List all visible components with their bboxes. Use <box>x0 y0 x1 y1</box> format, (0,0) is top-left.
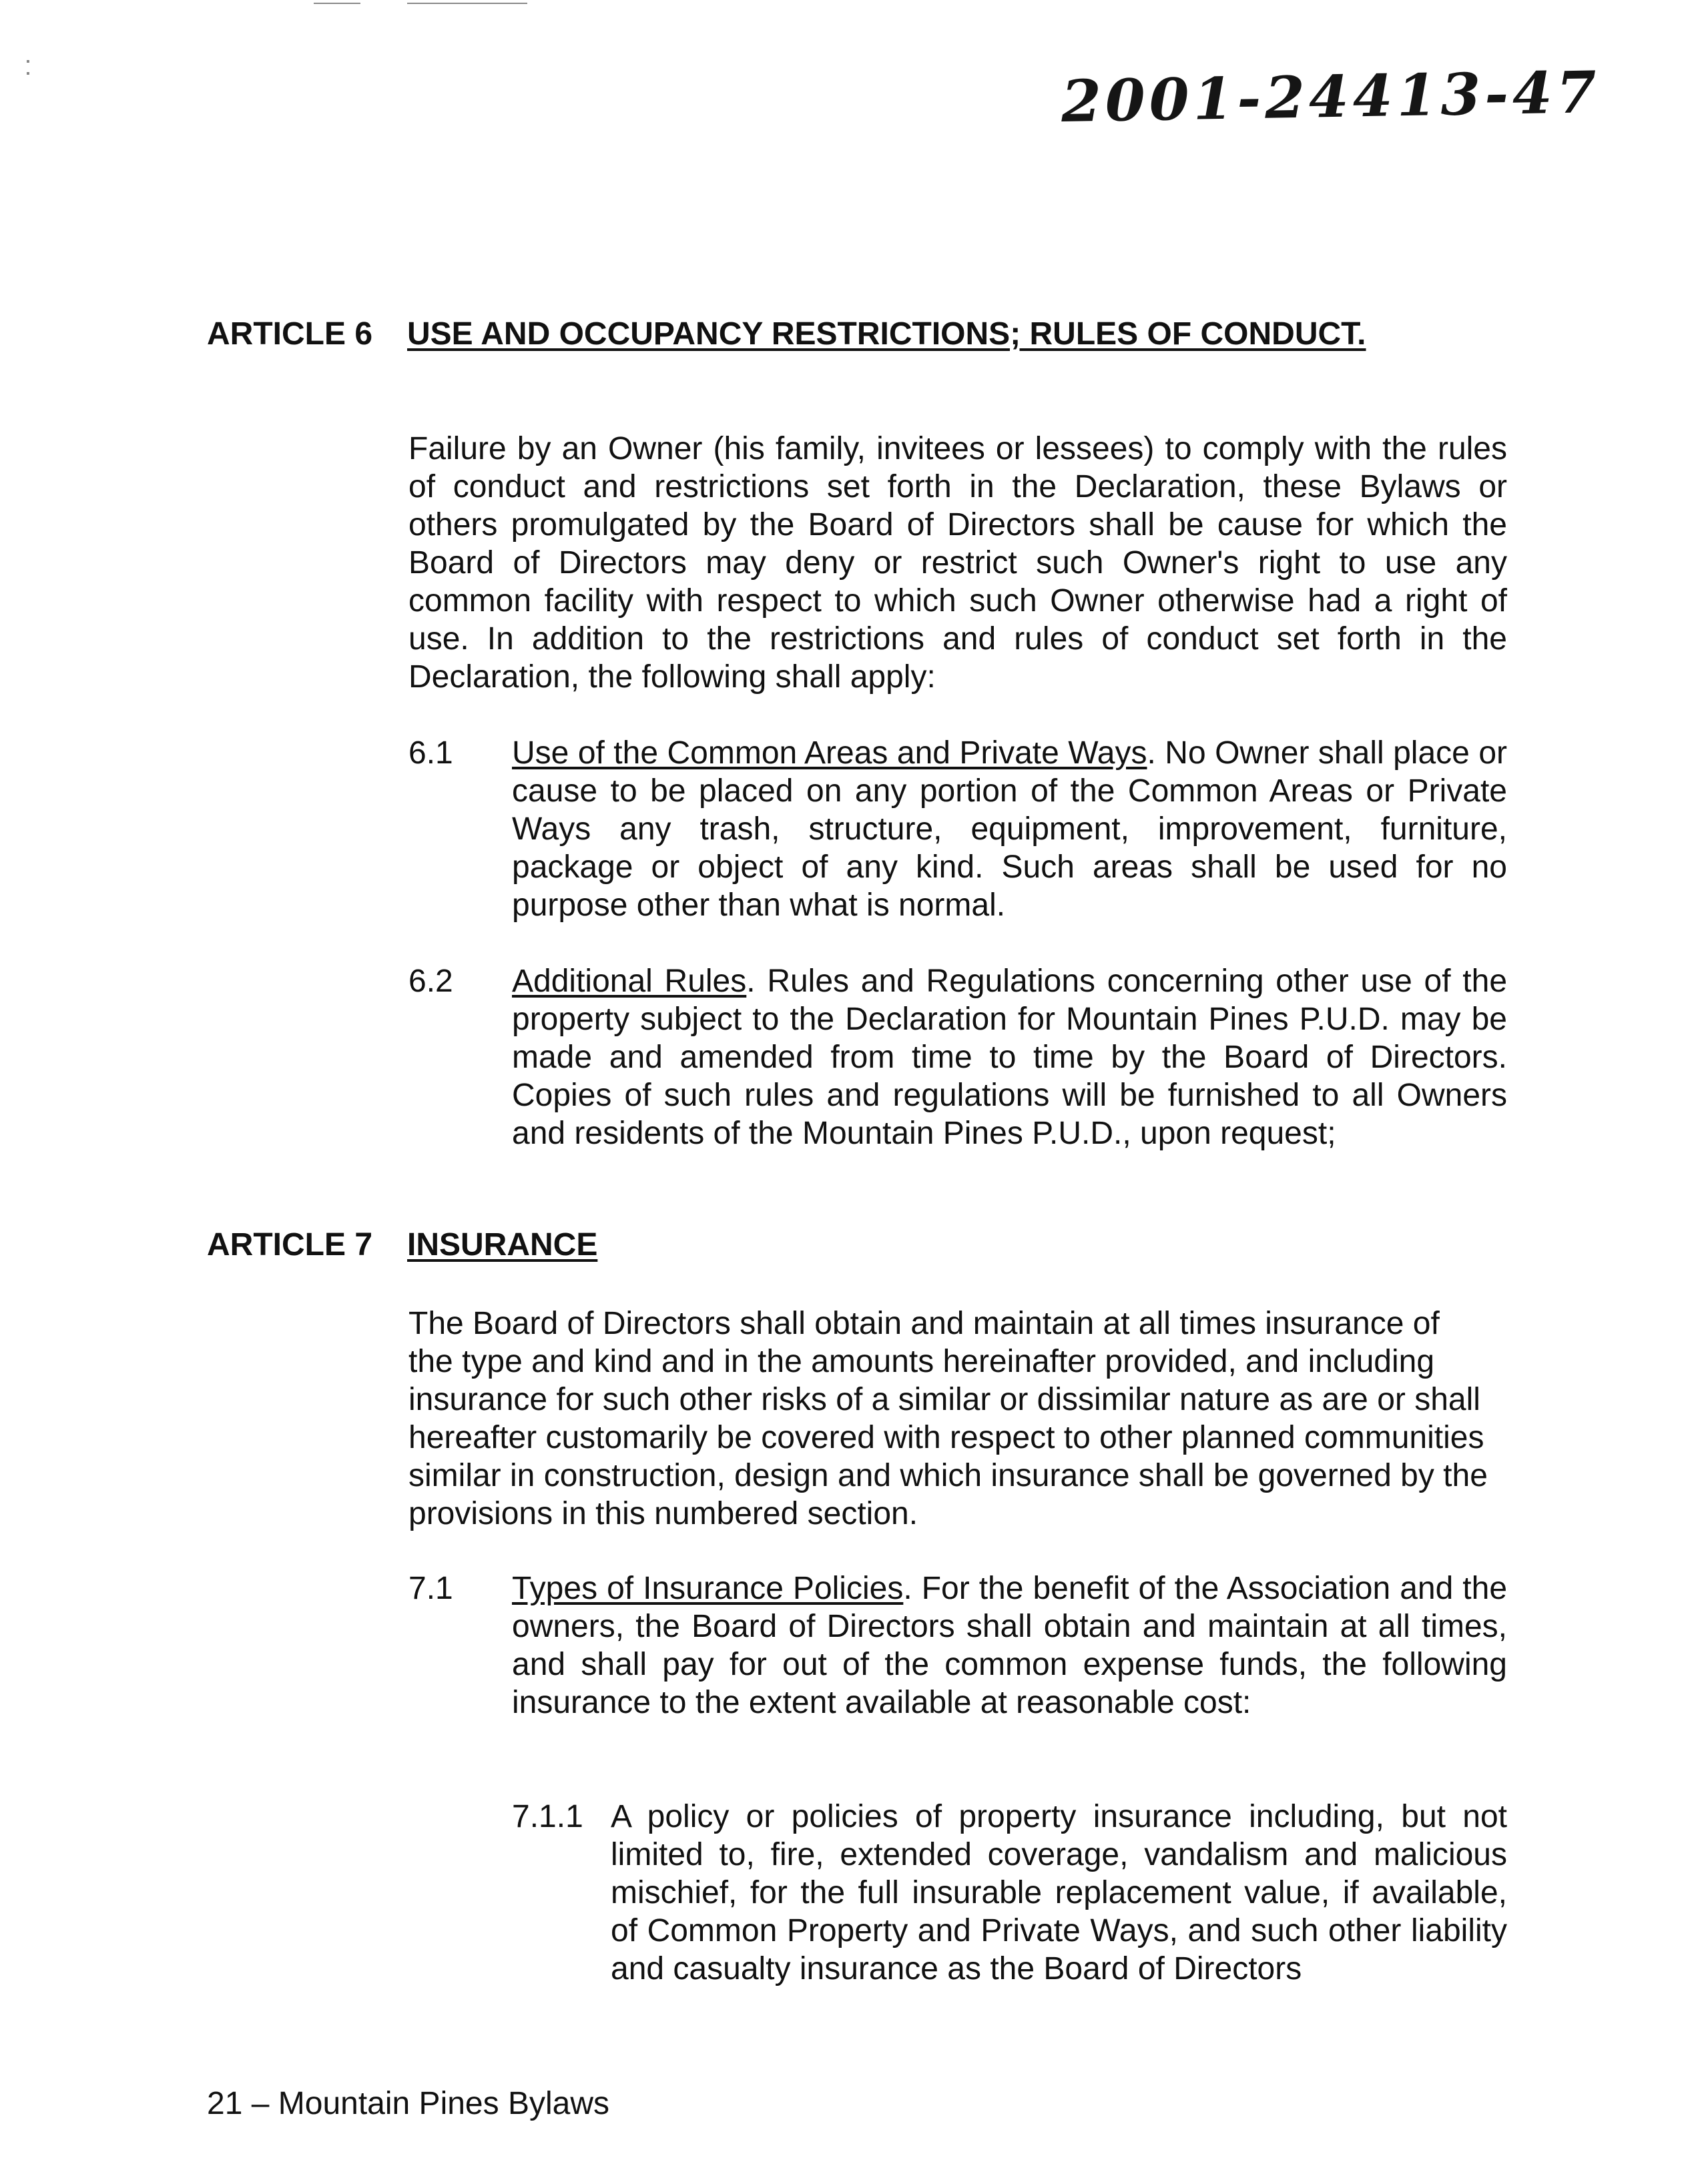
section-text: . No Owner shall place or cause to be placed on any portion of the Common Areas or Private Ways any trash, structure, equipment, improvement, furniture, package or object of any kind. Such areas shall be used for no purpose other than what is normal. <box>512 735 1507 923</box>
page-footer: 21 – Mountain Pines Bylaws <box>207 2086 609 2121</box>
section-heading: Use of the Common Areas and Private Ways <box>512 735 1147 771</box>
section-body <box>512 1569 1507 1722</box>
section-heading: Types of Insurance Policies <box>512 1571 904 1606</box>
section-number: 7.1 <box>408 1571 453 1606</box>
subsection-text: A policy or policies of property insurance including, but not limited to, fire, extended coverage, vandalism and malicious mischief, for the full insurable replacement value, if available, of Common Property and Private Ways, and such other liability and casualty insurance as the Board of Directors <box>611 1799 1507 1986</box>
section-text: . For the benefit of the Association and the owners, the Board of Directors shall obtain and maintain at all times, and shall pay for out of the common expense funds, the following insurance to the extent available at reasonable cost: <box>512 1571 1508 1720</box>
section-6-2 <box>408 962 1507 1196</box>
article-6-heading <box>207 316 1366 352</box>
subsection-7-1-1 <box>512 1798 1507 1998</box>
section-text: . Rules and Regulations concerning other use of the property subject to the Declaration for Mountain Pines P.U.D. may be made and amended from time to time by the Board of Directors. Copies of such rules and regulations will be furnished to all Owners and residents of the Mountain Pines P.U.D., upon request; <box>512 964 1508 1151</box>
article-label: ARTICLE 6 <box>207 316 373 352</box>
article-label: ARTICLE 7 <box>207 1227 373 1262</box>
article-7-intro: The Board of Directors shall obtain and maintain at all times insurance of the type and kind and in the amounts hereinafter provided, and including insurance for such other risks of a similar or dissimilar nature as are or shall hereafter customarily be covered with respect to other planned communities similar in construction, design and which insurance shall be governed by the provisions in this numbered section. <box>408 1306 1488 1531</box>
section-7-1 <box>408 1569 1507 1730</box>
article-7-heading <box>207 1226 597 1263</box>
section-body <box>512 734 1507 924</box>
subsection-body <box>611 1798 1507 1988</box>
section-body <box>512 962 1507 1152</box>
scan-mark-top <box>314 3 360 4</box>
handwritten-document-number: 2001-24413-47 <box>1061 58 1601 136</box>
scan-mark-top <box>407 3 527 4</box>
subsection-number: 7.1.1 <box>512 1799 583 1834</box>
scan-mark-left <box>27 72 29 75</box>
article-title: USE AND OCCUPANCY RESTRICTIONS; RULES OF CONDUCT. <box>407 316 1366 352</box>
article-title: INSURANCE <box>407 1227 598 1262</box>
section-number: 6.2 <box>408 964 453 999</box>
section-heading: Additional Rules <box>512 964 747 999</box>
article-6-intro: Failure by an Owner (his family, invitees or lessees) to comply with the rules of conduct and restrictions set forth in the Declaration, these Bylaws or others promulgated by the Board of Directors shall be cause for which the Board of Directors may deny or restrict such Owner's right to use any common facility with respect to which such Owner otherwise had a right of use. In addition to the restrictions and rules of conduct set forth in the Declaration, the following shall apply: <box>408 431 1507 695</box>
section-6-1 <box>408 734 1507 928</box>
scan-mark-left <box>27 60 29 63</box>
section-number: 6.1 <box>408 735 453 771</box>
